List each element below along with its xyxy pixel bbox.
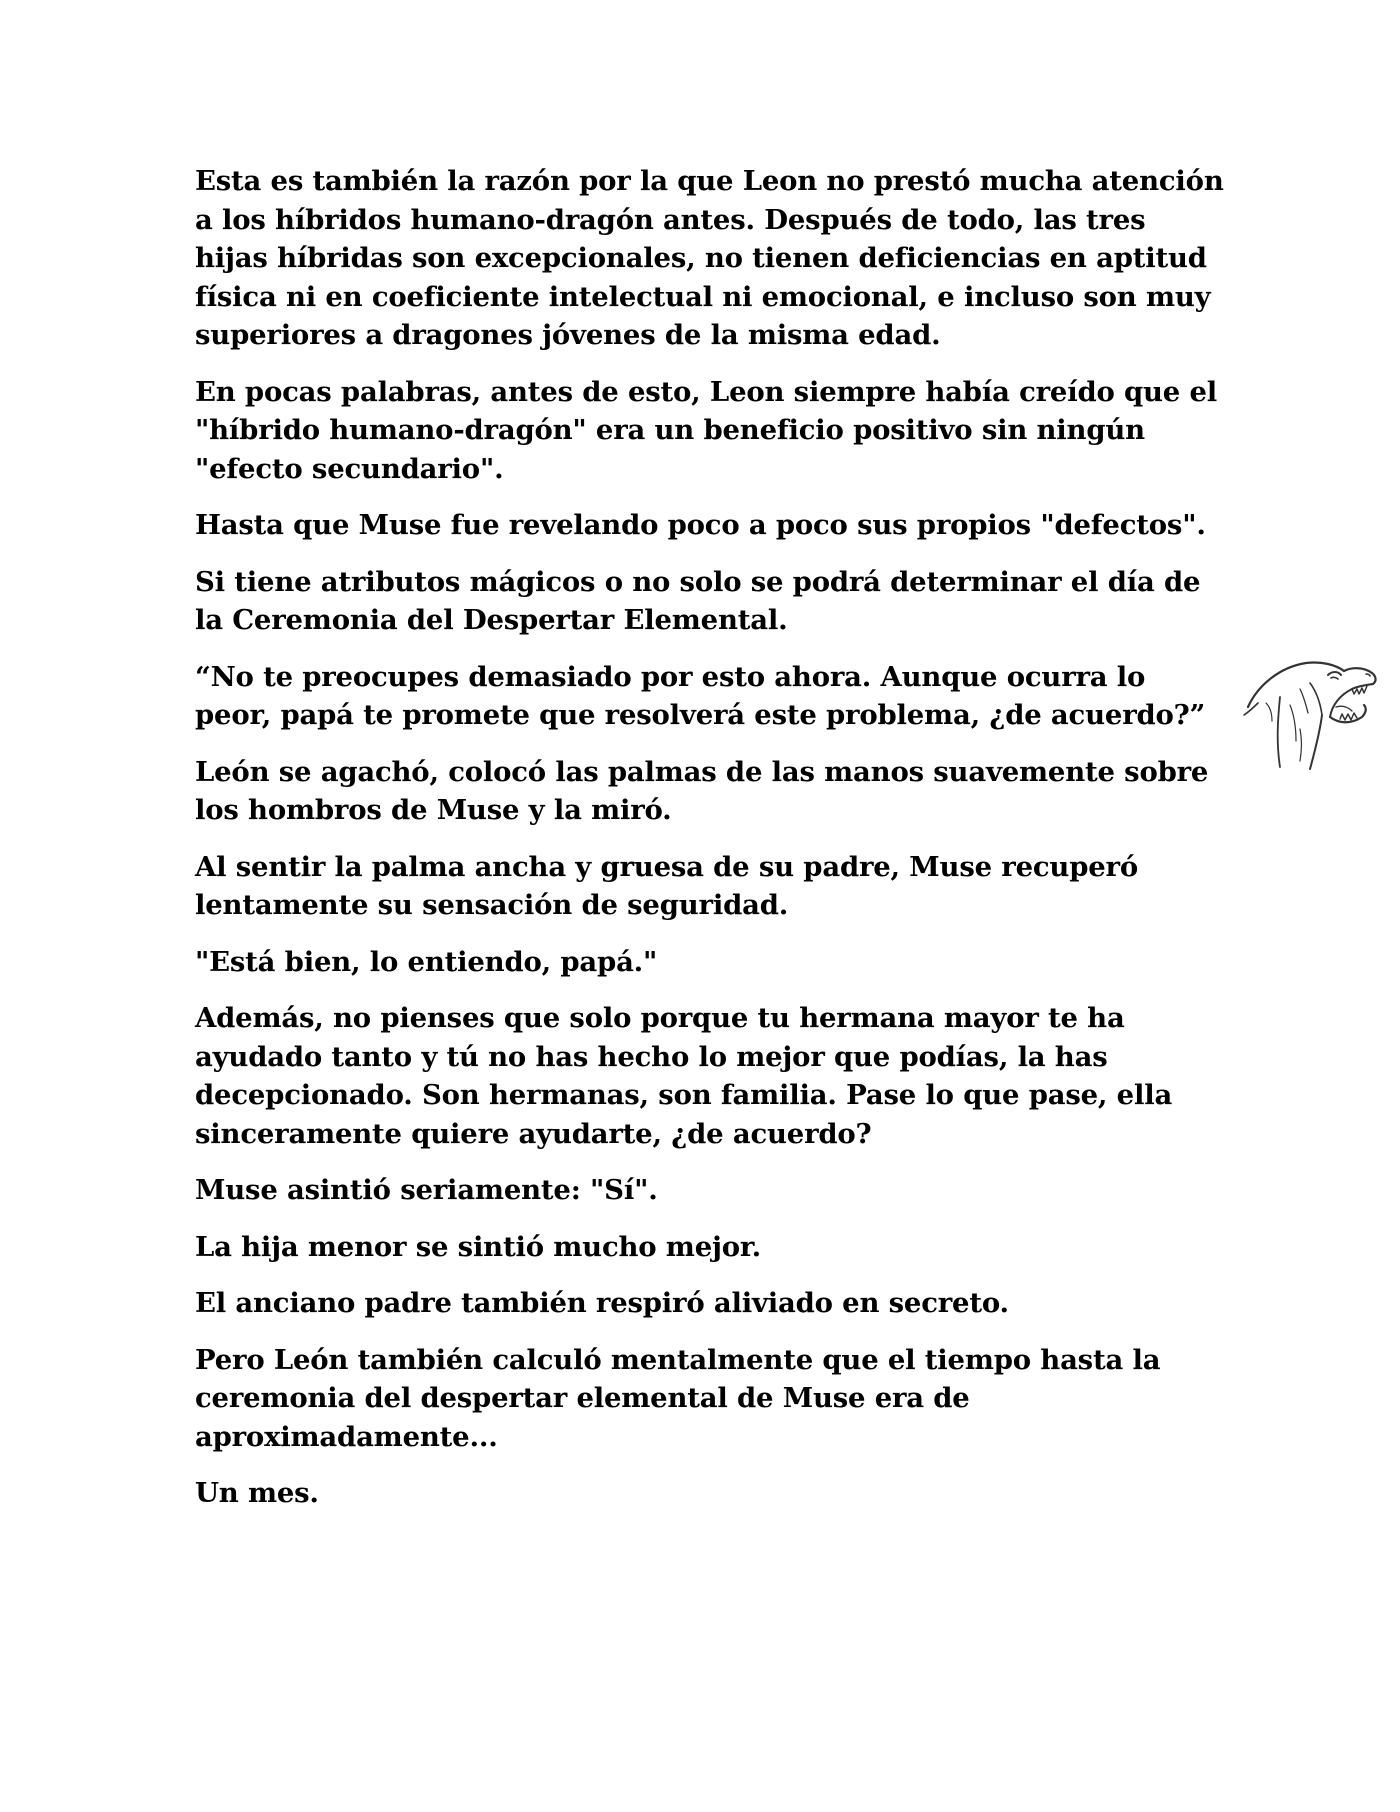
story-text: [195, 162, 1225, 1531]
paragraph: Si tiene atributos mágicos o no solo se podrá determinar el día de la Ceremonia del Despertar Elemental.: [195, 565, 1201, 636]
paragraph: Hasta que Muse fue revelando poco a poco sus propios "defectos".: [195, 509, 1206, 541]
paragraph: "Está bien, lo entiendo, papá.": [195, 945, 658, 978]
dinosaur-head-sketch-icon: [1240, 645, 1380, 773]
paragraph: Un mes.: [195, 1477, 319, 1509]
paragraph: Al sentir la palma ancha y gruesa de su padre, Muse recuperó lentamente su sensación de seguridad.: [195, 850, 1138, 921]
paragraph: La hija menor se sintió mucho mejor.: [195, 1230, 762, 1263]
paragraph: Muse asintió seriamente: "Sí".: [195, 1174, 658, 1206]
paragraph: El anciano padre también respiró aliviado en secreto.: [195, 1287, 1009, 1319]
paragraph: Pero León también calculó mentalmente que el tiempo hasta la ceremonia del despertar elemental de Muse era de aproximadamente...: [195, 1343, 1161, 1453]
paragraph: “No te preocupes demasiado por esto ahora. Aunque ocurra lo peor, papá te promete que resolverá este problema, ¿de acuerdo?”: [195, 660, 1206, 731]
paragraph: Además, no pienses que solo porque tu hermana mayor te ha ayudado tanto y tú no has hecho lo mejor que podías, la has decepcionado. Son hermanas, son familia. Pase lo que pase, ella sinceramente quiere ayudarte, ¿de acuerdo?: [195, 1002, 1173, 1150]
paragraph: En pocas palabras, antes de esto, Leon siempre había creído que el "híbrido humano-dragón" era un beneficio positivo sin ningún "efecto secundario".: [195, 375, 1218, 485]
paragraph: León se agachó, colocó las palmas de las manos suavemente sobre los hombros de Muse y la miró.: [195, 755, 1209, 826]
paragraph: Esta es también la razón por la que Leon no prestó mucha atención a los híbridos humano-dragón antes. Después de todo, las tres hijas híbridas son excepcionales, no tienen deficiencias en aptitud física ni en coeficiente intelectual ni emocional, e incluso son muy superiores a dragones jóvenes de la misma edad.: [195, 165, 1224, 351]
